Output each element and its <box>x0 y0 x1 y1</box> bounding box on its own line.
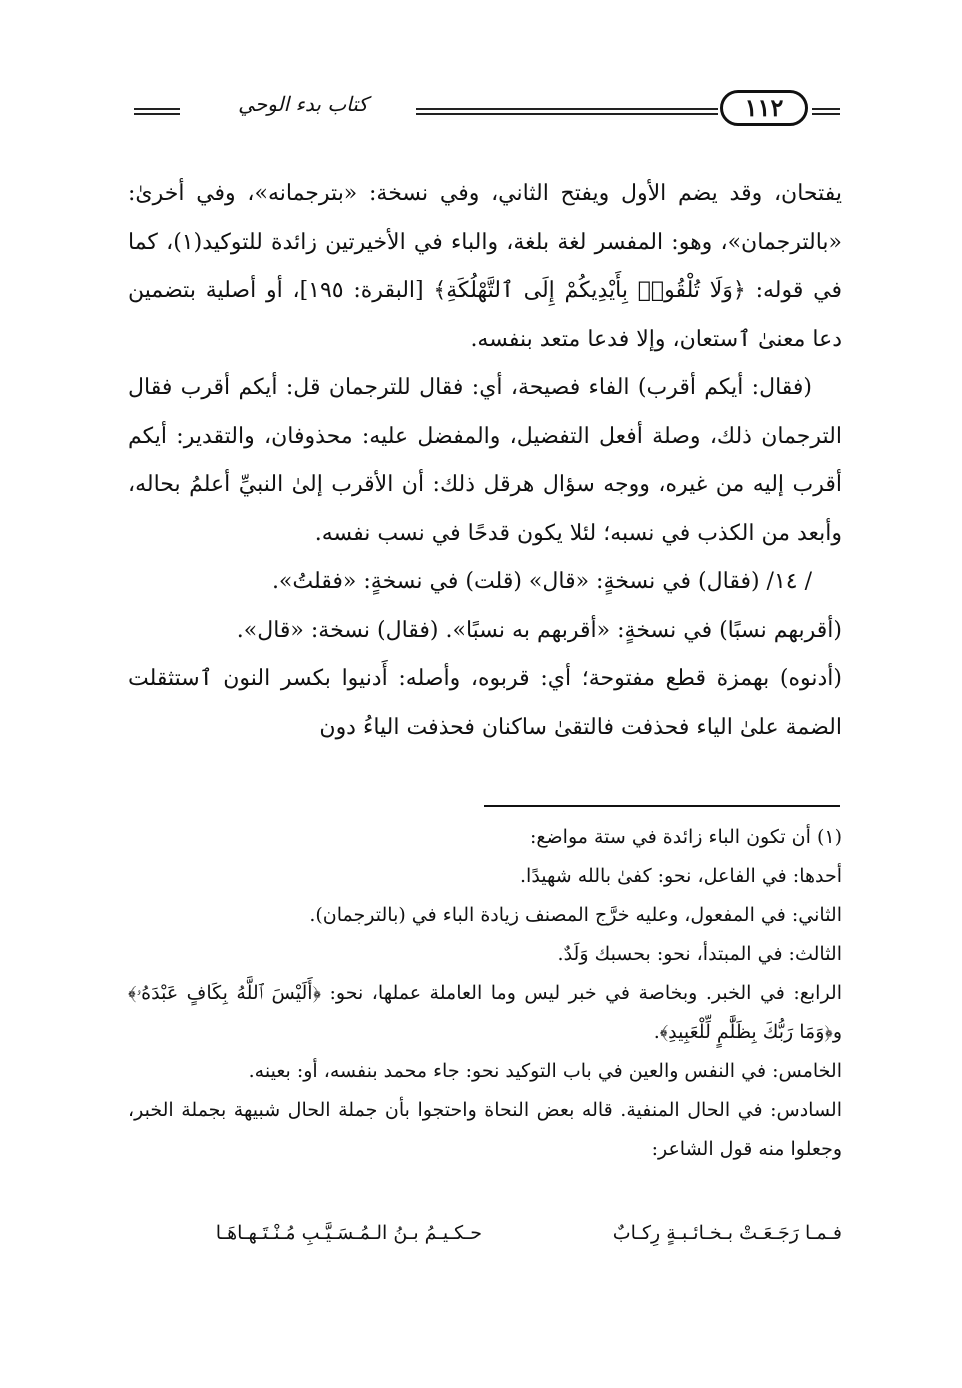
poetry-verse <box>128 1222 842 1262</box>
header-rule-left <box>134 108 180 115</box>
paragraph: (أقربهم نسبًا) في نسخةٍ: «أقربهم به نسبًا». (فقال) نسخة: «قال». <box>236 617 842 643</box>
paragraph: (أدنوه) بهمزة قطع مفتوحة؛ أي: قربوه، وأصله: أَدنيوا بكسر النون ٱستثقلت الضمة علىٰ الياء فحذفت فالتقىٰ ساكنان فحذفت الياءُ دون <box>128 666 842 740</box>
footnote-line: الثالث: في المبتدأ، نحو: بحسبك وَلَدٌ. <box>557 943 842 965</box>
footnote-line: الرابع: في الخبر. وبخاصة في خبر ليس وما العاملة عملها، نحو: ﴿أَلَيْسَ ٱللَّهُ بِكَافٍ عَبْدَهُۥ﴾ و﴿وَمَا رَبُّكَ بِظَلَّٰمٍ لِّلْعَبِيدِ﴾. <box>128 982 842 1043</box>
footnotes <box>128 818 842 1169</box>
footnote-line: الخامس: في النفس والعين في باب التوكيد نحو: جاء محمد بنفسه، أو: بعينه. <box>248 1060 842 1082</box>
paragraph: (فقال: أيكم أقرب) الفاء فصيحة، أي: فقال للترجمان قل: أيكم أقرب فقال الترجمان ذلك، وصلة أفعل التفضيل، والمفضل عليه: محذوفان، والتقدير: أيكم أقرب إليه من غيره، ووجه سؤال هرقل ذلك: أن الأقرب إلىٰ النبيِّ أعلمُ بحاله، وأبعد من الكذب في نسبه؛ لئلا يكون قدحًا في نسب نفسه. <box>128 375 842 546</box>
footnote-line: الثاني: في المفعول، وعليه خرَّج المصنف زيادة الباء في (بالترجمان). <box>309 904 842 926</box>
paragraph: يفتحان، وقد يضم الأول ويفتح الثاني، وفي نسخة: «بترجمانه»، وفي أخرىٰ: «بالترجمان»، وهو: المفسر لغة بلغة، والباء في الأخيرتين زائدة للتوكيد(١)، كما في قوله: ﴿وَلَا تُلْقُوا۟ بِأَيْدِيكُمْ إِلَى ٱلتَّهْلُكَةِ﴾ [البقرة: ١٩٥]، أو أصلية بتضمين دعا معنىٰ ٱستعان، وإلا فدعا متعد بنفسه. <box>128 181 843 352</box>
header-rule-right <box>812 108 840 115</box>
paragraph: / ١٤/ (فقال) في نسخةٍ: «قال» (قلت) في نسخةٍ: «فقلتُ». <box>271 569 812 594</box>
main-text <box>128 170 842 752</box>
running-header <box>128 88 840 134</box>
verse-second-hemistich: حـكـيـمُ بـنُ الـمُـسَـيَّـبِ مُـنْـتَـهـاهَـا <box>215 1222 482 1244</box>
book-title: كتاب بدء الوحي <box>238 92 368 116</box>
footnote-line: (١) أن تكون الباء زائدة في ستة مواضع: <box>530 826 842 848</box>
footnote-line: أحدها: في الفاعل، نحو: كفىٰ بالله شهيدًا. <box>520 865 842 887</box>
footnote-line: السادس: في الحال المنفية. قاله بعض النحاة واحتجوا بأن جملة الحال شبيهة بجملة الخبر، وجعلوا منه قول الشاعر: <box>128 1099 842 1160</box>
header-rule-middle <box>416 108 718 115</box>
verse-first-hemistich: فـمـا رَجَـعَـتْ بـخـائـبـةٍ رِكـابٌ <box>612 1222 842 1244</box>
page-number: ١١٢ <box>720 90 808 126</box>
footnote-separator <box>484 805 840 807</box>
